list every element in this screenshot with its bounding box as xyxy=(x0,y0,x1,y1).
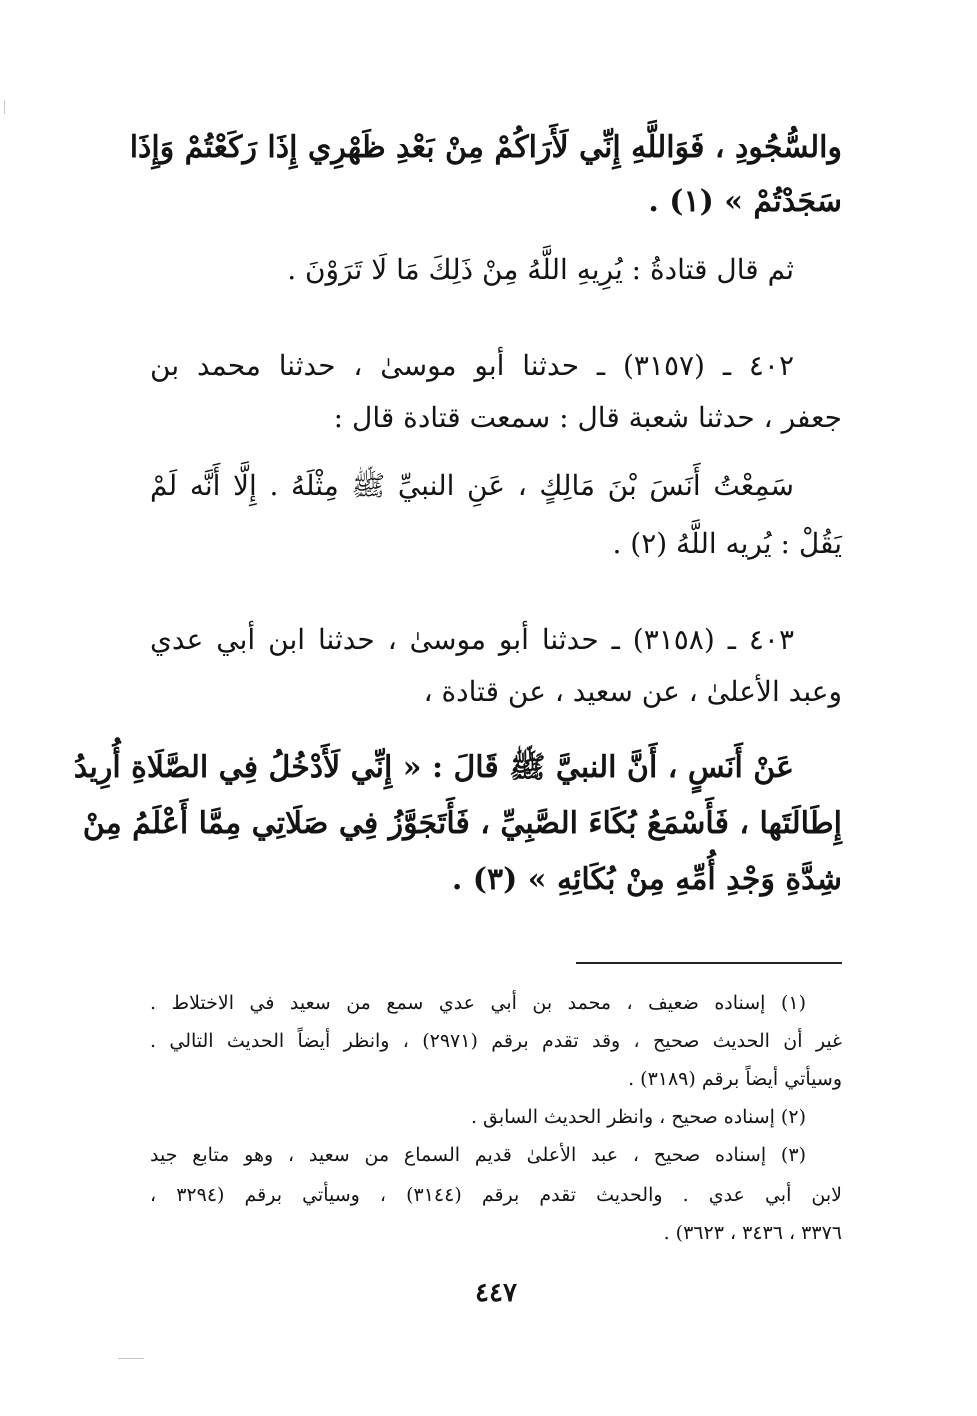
page-number: ٤٤٧ xyxy=(475,1278,517,1308)
footnote-line: غير أن الحديث صحيح ، وقد تقدم برقم (٢٩٧١) ، وانظر أيضاً الحديث التالي . xyxy=(150,1030,842,1052)
footnote-line: لابن أبي عدي . والحديث تقدم برقم (٣١٤٤) ، وسيأتي برقم (٣٢٩٤ ، xyxy=(150,1184,843,1206)
footnote-line: (٣) إسناده صحيح ، عبد الأعلىٰ قديم السماع من سعيد ، وهو متابع جيد xyxy=(150,1144,806,1166)
footnote-line: ٣٣٧٦ ، ٣٤٣٦ ، ٣٦٢٣) . xyxy=(663,1222,842,1244)
footnote-line: وسيأتي أيضاً برقم (٣١٨٩) . xyxy=(628,1068,842,1090)
hadith-isnad-line: ٤٠٢ ـ (٣١٥٧) ـ حدثنا أبو موسىٰ ، حدثنا محمد بن xyxy=(150,349,794,382)
hadith-isnad-line: جعفر ، حدثنا شعبة قال : سمعت قتادة قال : xyxy=(333,401,842,434)
text-line: يَقُلْ : يُريه اللَّهُ (٢) . xyxy=(612,527,842,560)
footnote-line: (٢) إسناده صحيح ، وانظر الحديث السابق . xyxy=(470,1106,806,1128)
footnote-line: (١) إسناده ضعيف ، محمد بن أبي عدي سمع من سعيد في الاختلاط . xyxy=(150,992,806,1014)
text-line: ثم قال قتادةُ : يُرِيهِ اللَّهُ مِنْ ذَلِكَ مَا لَا تَرَوْنَ . xyxy=(287,253,794,286)
scan-artifact xyxy=(4,100,5,114)
text-line: إِطَالَتَها ، فَأَسْمَعُ بُكَاءَ الصَّبِيِّ ، فَأَتَجَوَّزُ فِي صَلَاتِي مِمَّا أَعْلَمُ مِنْ xyxy=(82,806,842,841)
text-line: سَمِعْتُ أَنَسَ بْنَ مَالِكٍ ، عَنِ النبيِّ ﷺ مِثْلَهُ . إِلَّا أَنَّه لَمْ xyxy=(150,469,794,502)
text-line: والسُّجُودِ ، فَوَاللَّهِ إِنِّي لَأَرَاكُمْ مِنْ بَعْدِ ظَهْرِي إِذَا رَكَعْتُمْ وَإِذَا xyxy=(129,130,842,165)
text-line: شِدَّةِ وَجْدِ أُمِّهِ مِنْ بُكَائِهِ » (٣) . xyxy=(451,862,842,897)
text-line: سَجَدْتُمْ » (١) . xyxy=(648,184,842,219)
footnote-separator xyxy=(576,962,842,964)
scan-artifact xyxy=(118,1358,144,1359)
hadith-isnad-line: وعبد الأعلىٰ ، عن سعيد ، عن قتادة ، xyxy=(423,675,842,708)
text-line: عَنْ أَنَسٍ ، أَنَّ النبيَّ ﷺ قَالَ : « إِنِّي لَأَدْخُلُ فِي الصَّلَاةِ أُرِيدُ xyxy=(73,750,794,785)
hadith-isnad-line: ٤٠٣ ـ (٣١٥٨) ـ حدثنا أبو موسىٰ ، حدثنا ابن أبي عدي xyxy=(150,623,794,656)
